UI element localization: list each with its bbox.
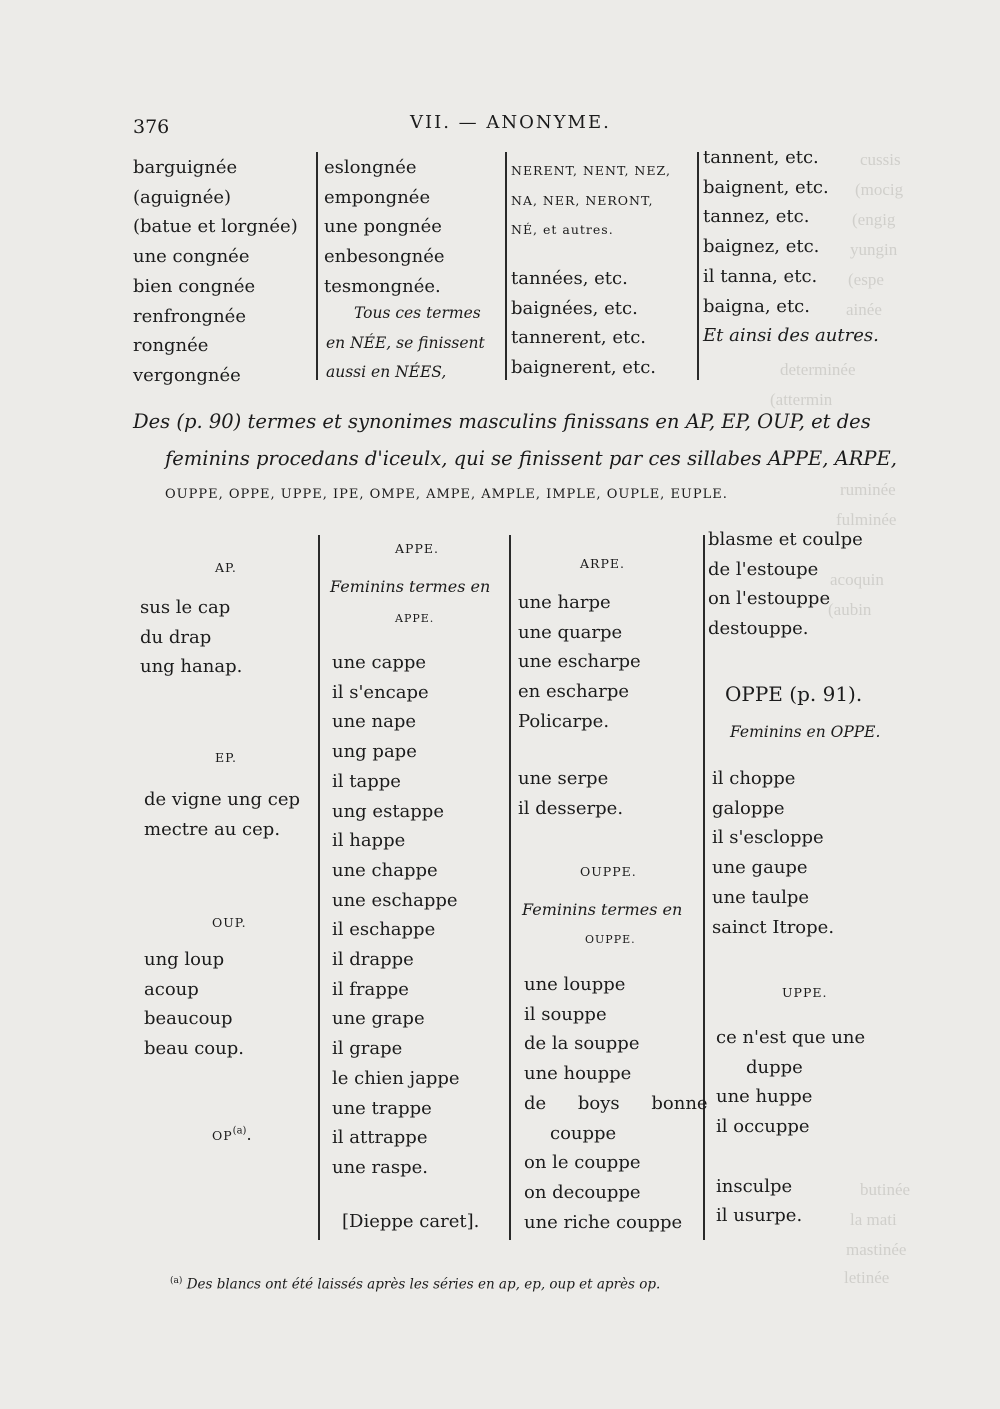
list-item: beau coup. bbox=[144, 1038, 244, 1060]
list-item: de la souppe bbox=[524, 1033, 640, 1055]
list-item: il souppe bbox=[524, 1003, 607, 1025]
running-title: VII. — ANONYME. bbox=[410, 112, 611, 133]
rule-bottom-2 bbox=[509, 535, 511, 1240]
list-item: Policarpe. bbox=[518, 710, 610, 732]
list-item: enbesongnée bbox=[324, 246, 445, 268]
top-col2 bbox=[324, 153, 445, 302]
list-item: mectre au cep. bbox=[144, 818, 281, 840]
list-item: baignées, etc. bbox=[511, 297, 638, 319]
rule-top-3 bbox=[697, 152, 699, 380]
list-item: ung loup bbox=[144, 949, 225, 970]
list-item: une congnée bbox=[133, 246, 250, 268]
list-item: le chien jappe bbox=[332, 1067, 460, 1089]
ep-list bbox=[144, 785, 300, 844]
arpe-list bbox=[518, 588, 641, 737]
oppe-list bbox=[712, 764, 834, 942]
ending-line: NÉ, et autres. bbox=[511, 222, 614, 237]
list-item: une escharpe bbox=[518, 651, 641, 673]
list-item: baignez, etc. bbox=[703, 236, 820, 258]
ending-line: NERENT, NENT, NEZ, bbox=[511, 163, 671, 178]
list-item: une trappe bbox=[332, 1097, 432, 1119]
list-item: baignent, etc. bbox=[703, 176, 829, 198]
list-item: une quarpe bbox=[518, 621, 623, 643]
top-col4 bbox=[703, 143, 879, 351]
list-item: il frappe bbox=[332, 978, 409, 1000]
list-item: de vigne ung cep bbox=[144, 789, 300, 810]
ouppe-subhead-line2: OUPPE. bbox=[585, 933, 636, 946]
oppe-subhead: Feminins en OPPE. bbox=[730, 723, 881, 741]
list-item: il happe bbox=[332, 830, 406, 852]
list-item: une harpe bbox=[518, 592, 611, 613]
heading-uppe: UPPE. bbox=[782, 985, 828, 1000]
erpe-list bbox=[518, 764, 623, 823]
appe-last-item: [Dieppe caret]. bbox=[342, 1211, 480, 1232]
list-item: empongnée bbox=[324, 186, 431, 208]
list-item: rongnée bbox=[133, 335, 209, 357]
list-item: on l'estouppe bbox=[708, 588, 831, 610]
section-heading-line2: feminins procedans d'iceulx, qui se finissent par ces sillabes APPE, ARPE, bbox=[165, 447, 897, 470]
list-item: il tappe bbox=[332, 770, 401, 792]
list-item: du drap bbox=[140, 626, 212, 648]
list-item: baigna, etc. bbox=[703, 295, 810, 317]
list-item: il s'encape bbox=[332, 681, 429, 703]
footnote-text: Des blancs ont été laissés après les séries en ap, ep, oup et après op. bbox=[186, 1276, 661, 1293]
list-item: tesmongnée. bbox=[324, 275, 441, 297]
list-item: tannez, etc. bbox=[703, 206, 810, 228]
list-item: une serpe bbox=[518, 768, 609, 789]
appe-subhead-line2: APPE. bbox=[395, 612, 435, 625]
list-item: blasme et coulpe bbox=[708, 529, 863, 550]
oup-list bbox=[144, 945, 244, 1064]
list-item: de boys bonne bbox=[524, 1092, 708, 1114]
list-item: il desserpe. bbox=[518, 797, 624, 819]
list-item: une nape bbox=[332, 711, 417, 733]
list-item: une chappe bbox=[332, 859, 438, 881]
list-item: une pongnée bbox=[324, 216, 442, 238]
ouppe-list bbox=[524, 970, 708, 1237]
list-item: une huppe bbox=[716, 1086, 813, 1108]
list-item: une houppe bbox=[524, 1063, 632, 1085]
list-item: bien congnée bbox=[133, 275, 256, 297]
list-item: on decouppe bbox=[524, 1181, 641, 1203]
list-item: ung hanap. bbox=[140, 656, 243, 678]
rule-top-1 bbox=[316, 152, 318, 380]
list-item: une grape bbox=[332, 1008, 425, 1030]
heading-ep: EP. bbox=[215, 750, 237, 765]
list-item: ung estappe bbox=[332, 800, 444, 822]
list-item: galoppe bbox=[712, 797, 785, 819]
heading-op-period: . bbox=[246, 1125, 252, 1144]
list-item: (batue et lorgnée) bbox=[133, 216, 298, 238]
list-item: baignerent, etc. bbox=[511, 357, 656, 379]
list-item: il choppe bbox=[712, 768, 796, 789]
section-heading-line3: OUPPE, OPPE, UPPE, IPE, OMPE, AMPE, AMPLE, IMPLE, OUPLE, EUPLE. bbox=[165, 487, 728, 502]
list-item: il drappe bbox=[332, 949, 414, 971]
list-item: une eschappe bbox=[332, 889, 458, 911]
list-item: (aguignée) bbox=[133, 186, 232, 208]
rule-top-2 bbox=[505, 152, 507, 380]
heading-appe: APPE. bbox=[395, 541, 439, 556]
list-item: renfrongnée bbox=[133, 305, 246, 327]
appe-subhead-line1: Feminins termes en bbox=[330, 577, 491, 596]
list-item: ung pape bbox=[332, 741, 417, 763]
list-item: une raspe. bbox=[332, 1156, 429, 1178]
list-item: il occuppe bbox=[716, 1116, 810, 1138]
list-item: il tanna, etc. bbox=[703, 265, 818, 287]
ending-line: NA, NER, NERONT, bbox=[511, 192, 654, 208]
appe-list bbox=[332, 648, 460, 1183]
footnote-ref: (a) bbox=[232, 1125, 247, 1137]
list-item: acoup bbox=[144, 978, 199, 1000]
footnote-mark: (a) bbox=[170, 1276, 183, 1286]
list-item bbox=[716, 1142, 865, 1172]
section-heading-line1: Des (p. 90) termes et synonimes masculins finissans en AP, EP, OUP, et des bbox=[133, 410, 871, 433]
top-col3 bbox=[511, 264, 656, 383]
list-item: tannent, etc. bbox=[703, 147, 819, 168]
list-item: une taulpe bbox=[712, 886, 810, 908]
list-item: insculpe bbox=[716, 1175, 793, 1197]
heading-op-text: OP bbox=[212, 1128, 233, 1143]
heading-op bbox=[212, 1125, 252, 1144]
note-line: aussi en NÉES, bbox=[326, 363, 447, 381]
top-col1 bbox=[133, 153, 298, 391]
list-item: destouppe. bbox=[708, 618, 809, 640]
list-item: ce n'est que une bbox=[716, 1027, 866, 1048]
ap-list bbox=[140, 593, 242, 682]
page-number: 376 bbox=[133, 116, 170, 138]
list-item: couppe bbox=[550, 1122, 617, 1144]
top-col2-note bbox=[326, 299, 485, 388]
note-line: en NÉE, se finissent bbox=[326, 333, 485, 352]
list-item: une louppe bbox=[524, 974, 626, 995]
rule-bottom-1 bbox=[318, 535, 320, 1240]
heading-oppe: OPPE (p. 91). bbox=[725, 682, 863, 706]
heading-ap: AP. bbox=[215, 560, 237, 575]
heading-ouppe: OUPPE. bbox=[580, 864, 637, 879]
list-item: duppe bbox=[746, 1056, 803, 1078]
footnote bbox=[170, 1276, 660, 1293]
list-item: de l'estoupe bbox=[708, 558, 819, 580]
list-item: vergongnée bbox=[133, 364, 241, 386]
uppe-list bbox=[716, 1023, 865, 1231]
list-item: on le couppe bbox=[524, 1152, 641, 1174]
list-item: une gaupe bbox=[712, 857, 808, 879]
list-item: sainct Itrope. bbox=[712, 916, 835, 938]
note-line: Tous ces termes bbox=[354, 304, 481, 322]
list-item: une riche couppe bbox=[524, 1211, 683, 1233]
list-item: il grape bbox=[332, 1038, 403, 1060]
list-item: il eschappe bbox=[332, 919, 436, 941]
col4-top-list bbox=[708, 525, 863, 644]
list-item: il usurpe. bbox=[716, 1205, 803, 1227]
top-col3-endings bbox=[511, 156, 671, 245]
list-item: une cappe bbox=[332, 652, 427, 673]
list-item: sus le cap bbox=[140, 597, 231, 618]
heading-arpe: ARPE. bbox=[580, 556, 625, 571]
list-item: barguignée bbox=[133, 157, 238, 178]
heading-oup: OUP. bbox=[212, 915, 247, 930]
list-item: tannerent, etc. bbox=[511, 327, 647, 349]
list-item: beaucoup bbox=[144, 1008, 233, 1030]
ouppe-subhead-line1: Feminins termes en bbox=[522, 900, 683, 919]
list-item: il attrappe bbox=[332, 1127, 428, 1149]
list-item: eslongnée bbox=[324, 157, 417, 178]
list-note: Et ainsi des autres. bbox=[703, 325, 879, 347]
list-item: tannées, etc. bbox=[511, 268, 628, 289]
list-item: il s'escloppe bbox=[712, 827, 824, 849]
list-item: en escharpe bbox=[518, 681, 630, 703]
